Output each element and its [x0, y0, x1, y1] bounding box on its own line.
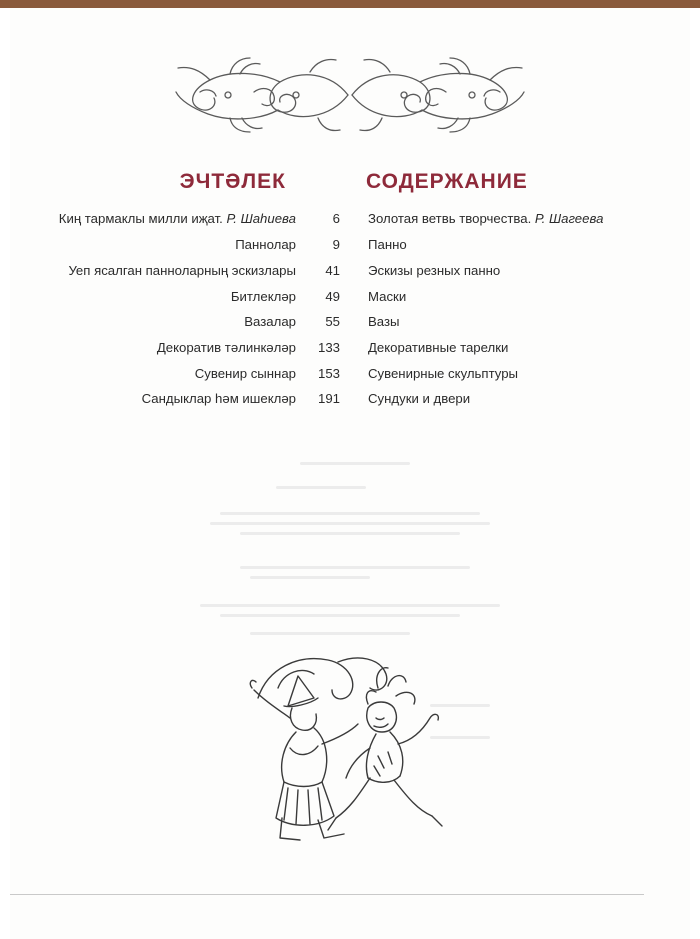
page-number: 133	[317, 340, 340, 355]
toc-entry-tatar[interactable]: Битлекләр	[230, 289, 296, 304]
russian-title: Золотая ветвь творчества.	[368, 211, 532, 226]
tatar-contents-heading: ЭЧТӘЛЕК	[179, 170, 286, 193]
toc-entry-tatar[interactable]: Сувенир сыннар	[194, 366, 296, 381]
toc-entry-russian[interactable]	[368, 208, 603, 230]
toc-entry-tatar[interactable]: Декоратив тәлинкәләр	[156, 340, 296, 355]
page-number: 153	[317, 366, 340, 381]
toc-entry-tatar[interactable]	[59, 208, 296, 230]
book-top-edge	[0, 0, 700, 8]
toc-entry-russian[interactable]: Сундуки и двери	[368, 391, 471, 406]
page-number: 191	[317, 391, 340, 406]
toc-entry-tatar[interactable]: Паннолар	[235, 237, 296, 252]
russian-author: Р. Шагеева	[534, 211, 604, 226]
toc-entry-russian[interactable]: Панно	[368, 237, 407, 252]
toc-entry-russian[interactable]: Эскизы резных панно	[368, 263, 501, 278]
toc-entry-tatar[interactable]: Уеп ясалган панноларның эскизлары	[68, 263, 296, 278]
toc-entry-russian[interactable]: Сувенирные скульптуры	[368, 366, 519, 381]
toc-entry-russian[interactable]: Маски	[368, 289, 407, 304]
page-number: 55	[325, 314, 340, 329]
bottom-rule	[10, 894, 644, 895]
page-number: 41	[325, 263, 340, 278]
toc-entry-tatar[interactable]: Сандыклар һәм ишекләр	[141, 391, 296, 406]
page-number: 49	[325, 289, 340, 304]
toc-entry-tatar[interactable]: Вазалар	[244, 314, 296, 329]
floral-ornament-icon	[170, 52, 530, 138]
page-number: 6	[332, 211, 340, 226]
page-number: 9	[332, 237, 340, 252]
toc-entry-russian[interactable]: Декоративные тарелки	[368, 340, 509, 355]
dancing-figures-illustration-icon	[218, 648, 458, 844]
toc-entry-russian[interactable]: Вазы	[368, 314, 400, 329]
tatar-title: Киң тармаклы милли иҗат.	[58, 211, 223, 226]
tatar-author: Р. Шаһиева	[226, 211, 296, 226]
russian-contents-heading: СОДЕРЖАНИЕ	[366, 170, 528, 193]
